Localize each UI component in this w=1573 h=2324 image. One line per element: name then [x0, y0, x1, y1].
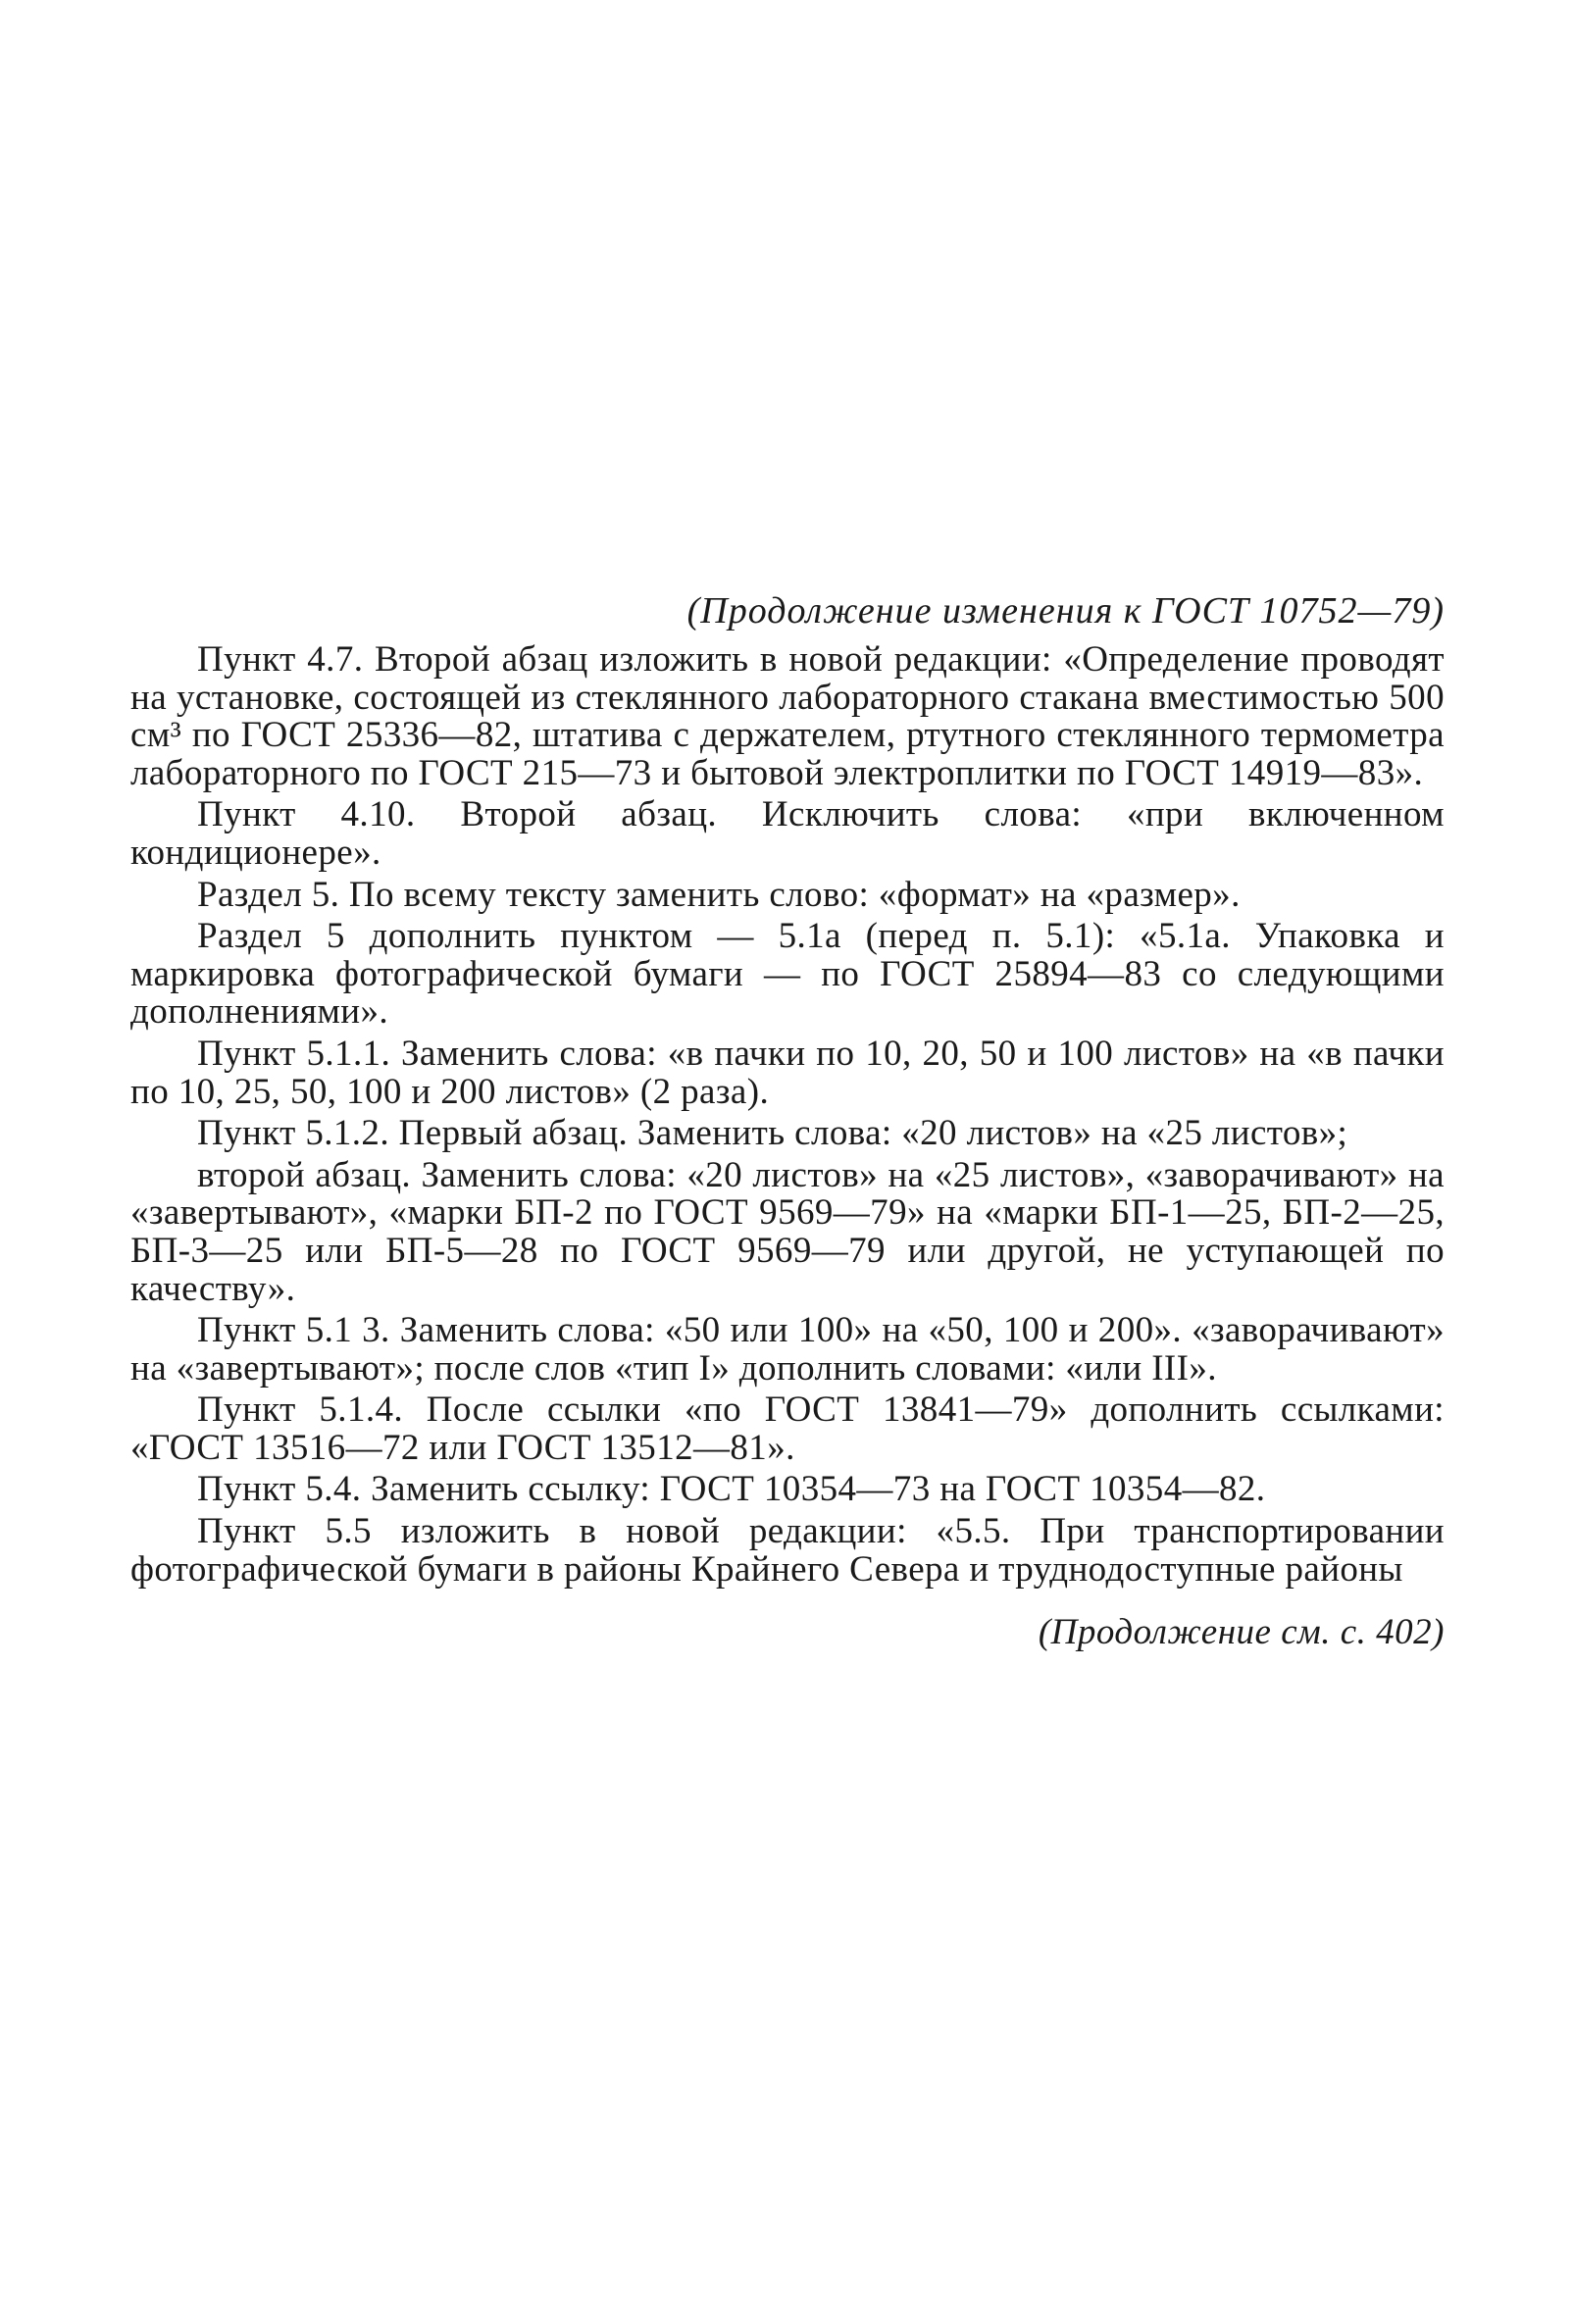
- paragraph-5-1-4: Пункт 5.1.4. После ссылки «по ГОСТ 13841—79» дополнить ссылками: «ГОСТ 13516—72 или ГОСТ 13512—81».: [130, 1389, 1445, 1468]
- paragraph-5-1-2-second: второй абзац. Заменить слова: «20 листов» на «25 листов», «заворачивают» на «завертывают», «марки БП-2 по ГОСТ 9569—79» на «марки БП-1—25, БП-2—25, БП-3—25 или БП-5—28 по ГОСТ 9569—79 или другой, не уступающей по качеству».: [130, 1154, 1445, 1309]
- paragraph-5-4: Пункт 5.4. Заменить ссылку: ГОСТ 10354—73 на ГОСТ 10354—82.: [197, 1469, 1266, 1510]
- paragraph-5-1-3: Пункт 5.1 3. Заменить слова: «50 или 100» на «50, 100 и 200». «заворачивают» на «завертывают»; после слов «тип I» дополнить словами: «или III».: [130, 1310, 1445, 1389]
- paragraph-section-5-add: Раздел 5 дополнить пунктом — 5.1а (перед п. 5.1): «5.1а. Упаковка и маркировка фотографической бумаги — по ГОСТ 25894—83 со следующими дополнениями».: [130, 916, 1445, 1033]
- continuation-header: (Продолжение изменения к ГОСТ 10752—79): [686, 590, 1445, 632]
- document-body: [130, 588, 1445, 1655]
- continuation-footer: (Продолжение см. с. 402): [1038, 1612, 1445, 1653]
- paragraph-4-7: Пункт 4.7. Второй абзац изложить в новой редакции: «Определение проводят на установке, состоящей из стеклянного лабораторного стакана вместимостью 500 см³ по ГОСТ 25336—82, штатива с держателем, ртутного стеклянного термометра лабораторного по ГОСТ 215—73 и бытовой электроплитки по ГОСТ 14919—83».: [130, 639, 1445, 793]
- paragraph-4-10: Пункт 4.10. Второй абзац. Исключить слова: «при включенном кондиционере».: [130, 794, 1445, 873]
- paragraph-5-1-2: Пункт 5.1.2. Первый абзац. Заменить слова: «20 листов» на «25 листов»;: [197, 1113, 1348, 1154]
- paragraph-5-5: Пункт 5.5 изложить в новой редакции: «5.5. При транспортировании фотографической бумаги в районы Крайнего Севера и труднодоступные районы: [130, 1511, 1445, 1590]
- paragraph-5-1-1: Пункт 5.1.1. Заменить слова: «в пачки по 10, 20, 50 и 100 листов» на «в пачки по 10, 25, 50, 100 и 200 листов» (2 раза).: [130, 1033, 1445, 1112]
- paragraph-section-5: Раздел 5. По всему тексту заменить слово: «формат» на «размер».: [197, 874, 1241, 915]
